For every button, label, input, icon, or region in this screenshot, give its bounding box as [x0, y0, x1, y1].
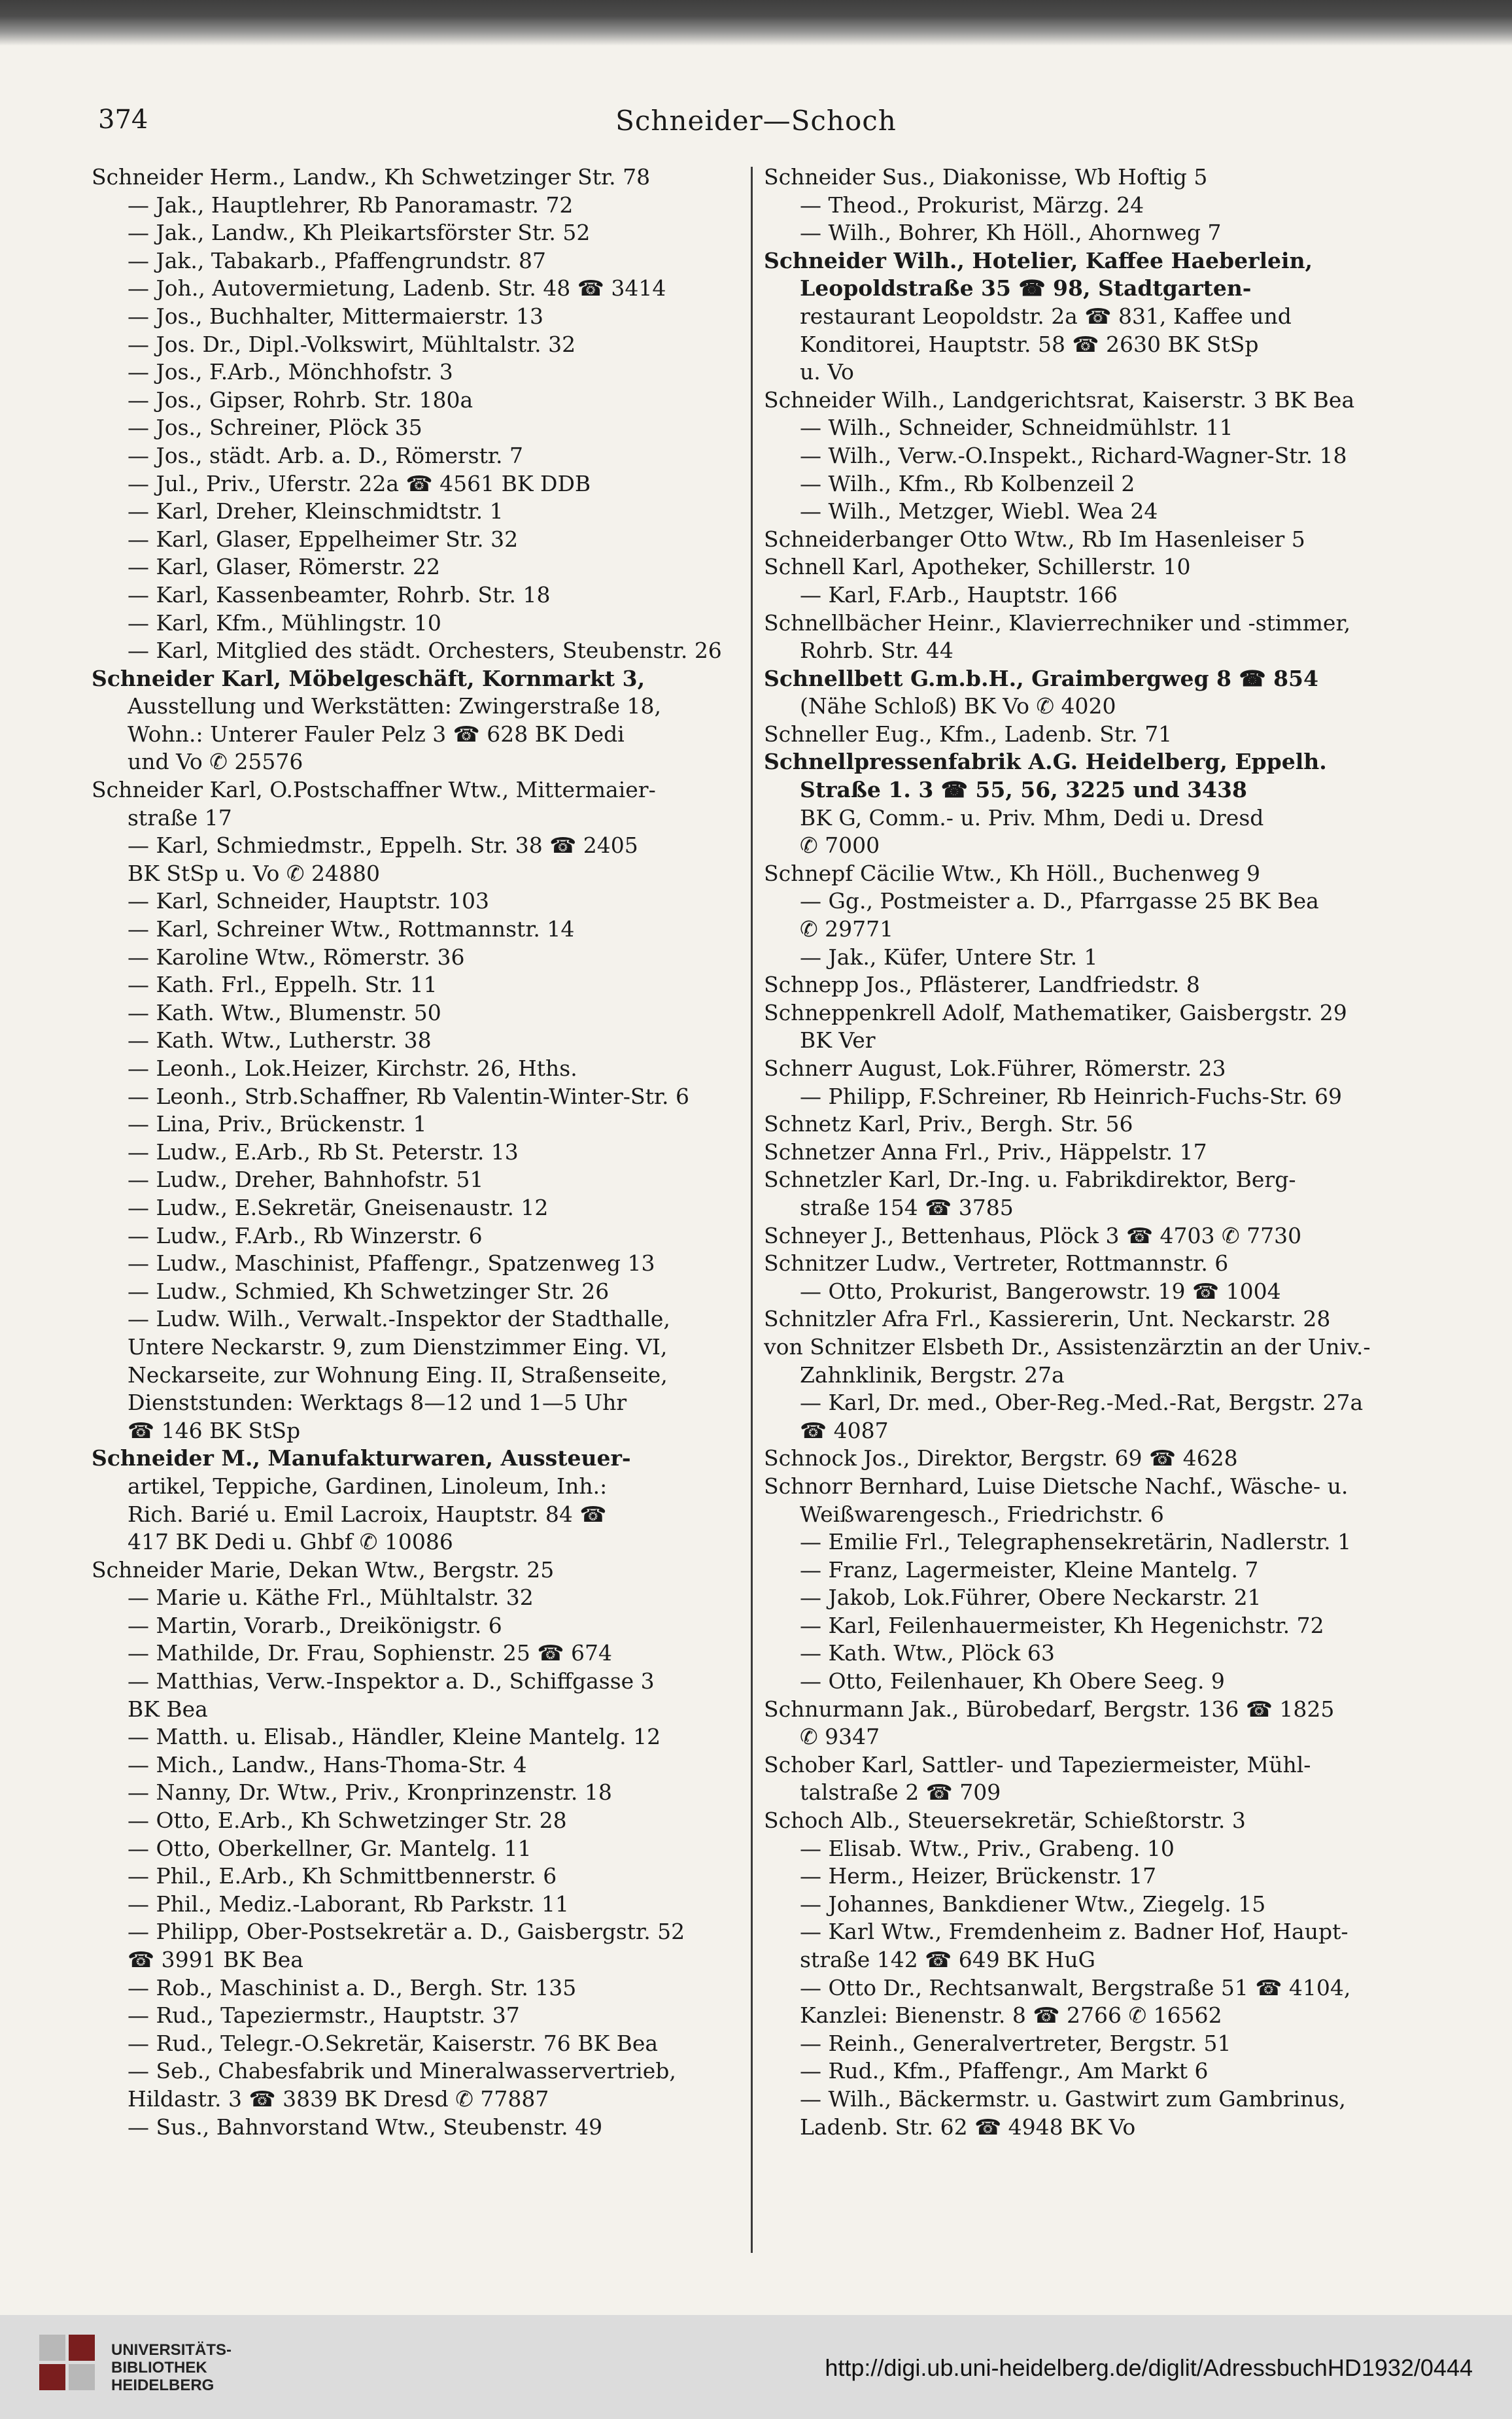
directory-entry: — Phil., E.Arb., Kh Schmittbennerstr. 6	[128, 1863, 557, 1889]
directory-entry: — Jak., Tabakarb., Pfaffengrundstr. 87	[128, 247, 546, 273]
right-column	[764, 163, 1418, 2141]
directory-entry: — Karl, Kfm., Mühlingstr. 10	[128, 609, 441, 636]
library-name-line-3: HEIDELBERG	[111, 2376, 215, 2394]
directory-entry: ☎ 3991 BK Bea	[128, 1947, 303, 1972]
directory-entry: ✆ 9347	[800, 1724, 880, 1750]
directory-entry: — Karl, Schmiedmstr., Eppelh. Str. 38 ☎ 2405	[128, 832, 638, 859]
directory-entry: — Karl, Mitglied des städt. Orchesters, Steubenstr. 26	[128, 638, 722, 664]
directory-entry: — Wilh., Bäckermstr. u. Gastwirt zum Gambrinus,	[800, 2085, 1346, 2112]
directory-entry: Straße 1. 3 ☎ 55, 56, 3225 und 3438	[800, 777, 1247, 803]
directory-entry: — Jos. Dr., Dipl.-Volkswirt, Mühltalstr. 32	[128, 331, 576, 357]
directory-entry: — Ludw., E.Sekretär, Gneisenaustr. 12	[128, 1194, 549, 1220]
directory-entry: Wohn.: Unterer Fauler Pelz 3 ☎ 628 BK Dedi	[128, 721, 625, 747]
directory-entry: — Leonh., Strb.Schaffner, Rb Valentin-Winter-Str. 6	[128, 1083, 689, 1109]
directory-entry: — Phil., Mediz.-Laborant, Rb Parkstr. 11	[128, 1891, 570, 1917]
directory-entry: — Sus., Bahnvorstand Wtw., Steubenstr. 49	[128, 2114, 603, 2140]
directory-entry: — Kath. Wtw., Plöck 63	[800, 1640, 1055, 1666]
directory-entry: — Rob., Maschinist a. D., Bergh. Str. 135	[128, 1974, 577, 2000]
directory-entry: — Nanny, Dr. Wtw., Priv., Kronprinzenstr. 18	[128, 1779, 612, 1806]
directory-entry: restaurant Leopoldstr. 2a ☎ 831, Kaffee und	[800, 303, 1292, 329]
directory-entry: — Jos., Schreiner, Plöck 35	[128, 415, 422, 441]
directory-entry: — Kath. Wtw., Lutherstr. 38	[128, 1027, 432, 1054]
directory-entry: Schnepf Cäcilie Wtw., Kh Höll., Buchenweg 9	[764, 860, 1261, 886]
directory-entry: Weißwarengesch., Friedrichstr. 6	[800, 1501, 1164, 1527]
directory-entry: — Jak., Landw., Kh Pleikartsförster Str. 52	[128, 220, 591, 246]
directory-entry: — Jak., Hauptlehrer, Rb Panoramastr. 72	[128, 192, 574, 218]
directory-entry: — Franz, Lagermeister, Kleine Mantelg. 7	[800, 1556, 1259, 1583]
directory-entry: Schnepp Jos., Pflästerer, Landfriedstr. 8	[764, 972, 1200, 998]
directory-entry: BK G, Comm.- u. Priv. Mhm, Dedi u. Dresd	[800, 804, 1264, 831]
directory-entry: — Ludw., Schmied, Kh Schwetzinger Str. 26	[128, 1278, 610, 1304]
directory-entry: Untere Neckarstr. 9, zum Dienstzimmer Eing. VI,	[128, 1333, 668, 1360]
directory-entry: — Emilie Frl., Telegraphensekretärin, Nadlerstr. 1	[800, 1529, 1352, 1555]
directory-entry: — Elisab. Wtw., Priv., Grabeng. 10	[800, 1835, 1175, 1861]
directory-entry: Schnitzler Afra Frl., Kassiererin, Unt. Neckarstr. 28	[764, 1306, 1331, 1332]
directory-entry: Schoch Alb., Steuersekretär, Schießtorstr. 3	[764, 1808, 1246, 1834]
directory-entry: Schnorr Bernhard, Luise Dietsche Nachf., Wäsche- u.	[764, 1473, 1349, 1499]
directory-entry: — Matth. u. Elisab., Händler, Kleine Mantelg. 12	[128, 1724, 661, 1750]
directory-entry: ✆ 29771	[800, 916, 894, 942]
page-top-edge	[0, 0, 1512, 46]
directory-entry: Leopoldstraße 35 ☎ 98, Stadtgarten-	[800, 275, 1252, 301]
directory-entry: Hildastr. 3 ☎ 3839 BK Dresd ✆ 77887	[128, 2085, 549, 2112]
directory-entry: Schneider Wilh., Hotelier, Kaffee Haeberlein,	[764, 247, 1313, 273]
directory-entry: — Otto, E.Arb., Kh Schwetzinger Str. 28	[128, 1808, 567, 1834]
directory-entry: Schnerr August, Lok.Führer, Römerstr. 23	[764, 1055, 1226, 1081]
directory-entry: — Jos., Buchhalter, Mittermaierstr. 13	[128, 303, 543, 329]
directory-entry: — Kath. Wtw., Blumenstr. 50	[128, 999, 441, 1025]
directory-entry: — Karl, F.Arb., Hauptstr. 166	[800, 581, 1118, 608]
directory-entry: — Ludw., E.Arb., Rb St. Peterstr. 13	[128, 1139, 519, 1165]
directory-entry: — Jak., Küfer, Untere Str. 1	[800, 944, 1098, 970]
directory-entry: und Vo ✆ 25576	[128, 749, 303, 775]
directory-entry: von Schnitzer Elsbeth Dr., Assistenzärztin an der Univ.-	[764, 1333, 1371, 1360]
directory-entry: — Wilh., Schneider, Schneidmühlstr. 11	[800, 415, 1233, 441]
directory-entry: — Theod., Prokurist, Märzg. 24	[800, 192, 1144, 218]
directory-entry: Schneider Wilh., Landgerichtsrat, Kaiserstr. 3 BK Bea	[764, 386, 1355, 413]
directory-entry: Dienststunden: Werktags 8—12 und 1—5 Uhr	[128, 1390, 627, 1416]
directory-entry: Schnellbett G.m.b.H., Graimbergweg 8 ☎ 854	[764, 665, 1318, 691]
directory-entry: — Karl, Dr. med., Ober-Reg.-Med.-Rat, Bergstr. 27a	[800, 1390, 1364, 1416]
page-number: 374	[98, 105, 148, 135]
directory-entry: Schnetzer Anna Frl., Priv., Häppelstr. 17	[764, 1139, 1207, 1165]
directory-entry: talstraße 2 ☎ 709	[800, 1779, 1001, 1806]
directory-entry: Schneyer J., Bettenhaus, Plöck 3 ☎ 4703 ✆ 7730	[764, 1222, 1302, 1248]
directory-entry: — Otto Dr., Rechtsanwalt, Bergstraße 51 ☎ 4104,	[800, 1974, 1351, 2000]
directory-entry: Schneider Herm., Landw., Kh Schwetzinger Str. 78	[92, 164, 651, 190]
directory-entry: Schnurmann Jak., Bürobedarf, Bergstr. 136 ☎ 1825	[764, 1696, 1335, 1722]
directory-entry: Schnellbächer Heinr., Klavierrechniker und -stimmer,	[764, 609, 1351, 636]
directory-entry: — Wilh., Verw.-O.Inspekt., Richard-Wagner-Str. 18	[800, 442, 1347, 468]
directory-entry: — Herm., Heizer, Brückenstr. 17	[800, 1863, 1157, 1889]
directory-entry: — Rud., Kfm., Pfaffengr., Am Markt 6	[800, 2058, 1209, 2084]
directory-entry: Ausstellung und Werkstätten: Zwingerstraße 18,	[128, 693, 662, 719]
library-name	[111, 2341, 232, 2394]
directory-entry: Schneider Karl, O.Postschaffner Wtw., Mittermaier-	[92, 777, 656, 803]
directory-entry: Schneider Karl, Möbelgeschäft, Kornmarkt 3,	[92, 665, 645, 691]
directory-entry: — Karl, Feilenhauermeister, Kh Hegenichstr. 72	[800, 1612, 1324, 1638]
directory-entry: — Jos., städt. Arb. a. D., Römerstr. 7	[128, 442, 523, 468]
directory-entry: Ladenb. Str. 62 ☎ 4948 BK Vo	[800, 2114, 1136, 2140]
directory-entry: — Jos., F.Arb., Mönchhofstr. 3	[128, 359, 453, 385]
directory-entry: Schneiderbanger Otto Wtw., Rb Im Hasenleiser 5	[764, 526, 1305, 552]
directory-entry: Rich. Barié u. Emil Lacroix, Hauptstr. 84 ☎	[128, 1501, 607, 1527]
directory-entry: — Karl, Glaser, Römerstr. 22	[128, 554, 440, 580]
directory-entry: ☎ 146 BK StSp	[128, 1417, 301, 1443]
directory-entry: — Ludw., F.Arb., Rb Winzerstr. 6	[128, 1222, 483, 1248]
directory-entry: Schneider Sus., Diakonisse, Wb Hoftig 5	[764, 164, 1208, 190]
directory-entry: — Leonh., Lok.Heizer, Kirchstr. 26, Hths.	[128, 1055, 577, 1081]
directory-entry: — Karl, Glaser, Eppelheimer Str. 32	[128, 526, 519, 552]
directory-entry: — Karl, Kassenbeamter, Rohrb. Str. 18	[128, 581, 551, 608]
running-head: Schneider—Schoch	[615, 105, 897, 137]
footer-bar	[0, 2315, 1512, 2419]
directory-entry: — Karoline Wtw., Römerstr. 36	[128, 944, 465, 970]
directory-entry: Schneider M., Manufakturwaren, Aussteuer-	[92, 1445, 631, 1471]
library-name-line-1: UNIVERSITÄTS-	[111, 2341, 232, 2359]
directory-entry: BK StSp u. Vo ✆ 24880	[128, 860, 380, 886]
directory-entry: Schnetz Karl, Priv., Bergh. Str. 56	[764, 1111, 1133, 1137]
directory-entry: — Wilh., Kfm., Rb Kolbenzeil 2	[800, 470, 1135, 496]
directory-entry: 417 BK Dedi u. Ghbf ✆ 10086	[128, 1529, 453, 1555]
directory-entry: Schnitzer Ludw., Vertreter, Rottmannstr. 6	[764, 1250, 1229, 1277]
library-name-line-2: BIBLIOTHEK	[111, 2359, 207, 2376]
directory-entry: — Martin, Vorarb., Dreikönigstr. 6	[128, 1612, 502, 1638]
directory-entry: — Jos., Gipser, Rohrb. Str. 180a	[128, 386, 473, 413]
directory-entry: BK Ver	[800, 1027, 876, 1054]
directory-entry: — Otto, Prokurist, Bangerowstr. 19 ☎ 1004	[800, 1278, 1281, 1304]
directory-entry: Rohrb. Str. 44	[800, 638, 954, 664]
directory-entry: straße 17	[128, 804, 232, 831]
directory-entry: — Joh., Autovermietung, Ladenb. Str. 48 ☎ 3414	[128, 275, 666, 301]
directory-entry: — Philipp, F.Schreiner, Rb Heinrich-Fuchs-Str. 69	[800, 1083, 1342, 1109]
directory-entry: artikel, Teppiche, Gardinen, Linoleum, Inh.:	[128, 1473, 608, 1499]
directory-entry: — Matthias, Verw.-Inspektor a. D., Schiffgasse 3	[128, 1668, 655, 1694]
directory-entry: — Karl Wtw., Fremdenheim z. Badner Hof, Haupt-	[800, 1919, 1349, 1945]
directory-entry: — Wilh., Bohrer, Kh Höll., Ahornweg 7	[800, 220, 1222, 246]
directory-entry: — Rud., Tapeziermstr., Hauptstr. 37	[128, 2002, 520, 2029]
directory-entry: Schneppenkrell Adolf, Mathematiker, Gaisbergstr. 29	[764, 999, 1347, 1025]
directory-entry: ☎ 4087	[800, 1417, 889, 1443]
source-url[interactable]: http://digi.ub.uni-heidelberg.de/diglit/AdressbuchHD1932/0444	[825, 2354, 1473, 2381]
directory-entry: Schnellpressenfabrik A.G. Heidelberg, Eppelh.	[764, 749, 1327, 775]
directory-entry: — Marie u. Käthe Frl., Mühltalstr. 32	[128, 1585, 534, 1611]
directory-entry: Schneller Eug., Kfm., Ladenb. Str. 71	[764, 721, 1173, 747]
directory-entry: — Ludw. Wilh., Verwalt.-Inspektor der Stadthalle,	[128, 1306, 670, 1332]
directory-entry: Schnetzler Karl, Dr.-Ing. u. Fabrikdirektor, Berg-	[764, 1167, 1296, 1193]
directory-entry: — Philipp, Ober-Postsekretär a. D., Gaisbergstr. 52	[128, 1919, 685, 1945]
directory-entry: — Johannes, Bankdiener Wtw., Ziegelg. 15	[800, 1891, 1266, 1917]
directory-entry: ✆ 7000	[800, 832, 880, 859]
directory-entry: — Reinh., Generalvertreter, Bergstr. 51	[800, 2030, 1231, 2056]
directory-entry: — Mathilde, Dr. Frau, Sophienstr. 25 ☎ 674	[128, 1640, 612, 1666]
directory-entry: Kanzlei: Bienenstr. 8 ☎ 2766 ✆ 16562	[800, 2002, 1222, 2029]
directory-entry: straße 142 ☎ 649 BK HuG	[800, 1947, 1096, 1972]
directory-entry: — Lina, Priv., Brückenstr. 1	[128, 1111, 427, 1137]
directory-entry: — Karl, Schreiner Wtw., Rottmannstr. 14	[128, 916, 575, 942]
directory-entry: Schnell Karl, Apotheker, Schillerstr. 10	[764, 554, 1191, 580]
directory-entry: — Wilh., Metzger, Wiebl. Wea 24	[800, 498, 1158, 524]
column-divider	[751, 167, 753, 2253]
directory-entry: — Kath. Frl., Eppelh. Str. 11	[128, 972, 438, 998]
directory-entry: Konditorei, Hauptstr. 58 ☎ 2630 BK StSp	[800, 331, 1259, 357]
directory-entry: — Otto, Feilenhauer, Kh Obere Seeg. 9	[800, 1668, 1225, 1694]
directory-entry: Zahnklinik, Bergstr. 27a	[800, 1362, 1065, 1388]
directory-entry: — Jul., Priv., Uferstr. 22a ☎ 4561 BK DDB	[128, 470, 591, 496]
directory-entry: BK Bea	[128, 1696, 208, 1722]
directory-entry: Schober Karl, Sattler- und Tapeziermeister, Mühl-	[764, 1751, 1311, 1777]
directory-entry: — Rud., Telegr.-O.Sekretär, Kaiserstr. 76 BK Bea	[128, 2030, 659, 2056]
directory-entry: — Gg., Postmeister a. D., Pfarrgasse 25 BK Bea	[800, 888, 1319, 914]
directory-entry: — Otto, Oberkellner, Gr. Mantelg. 11	[128, 1835, 532, 1861]
directory-entry: u. Vo	[800, 359, 854, 385]
library-logo-icon	[39, 2335, 98, 2400]
directory-entry: — Mich., Landw., Hans-Thoma-Str. 4	[128, 1751, 527, 1777]
directory-entry: Schnock Jos., Direktor, Bergstr. 69 ☎ 4628	[764, 1445, 1238, 1471]
page-header	[98, 105, 1414, 150]
directory-entry: Schneider Marie, Dekan Wtw., Bergstr. 25	[92, 1556, 555, 1583]
directory-entry: — Karl, Dreher, Kleinschmidtstr. 1	[128, 498, 504, 524]
directory-entry: — Jakob, Lok.Führer, Obere Neckarstr. 21	[800, 1585, 1262, 1611]
directory-entry: straße 154 ☎ 3785	[800, 1194, 1014, 1220]
directory-entry: — Ludw., Dreher, Bahnhofstr. 51	[128, 1167, 484, 1193]
directory-entry: — Karl, Schneider, Hauptstr. 103	[128, 888, 489, 914]
directory-entry: Neckarseite, zur Wohnung Eing. II, Straßenseite,	[128, 1362, 668, 1388]
directory-entry: — Ludw., Maschinist, Pfaffengr., Spatzenweg 13	[128, 1250, 655, 1277]
directory-entry: — Seb., Chabesfabrik und Mineralwasservertrieb,	[128, 2058, 676, 2084]
directory-entry: (Nähe Schloß) BK Vo ✆ 4020	[800, 693, 1116, 719]
left-column	[92, 163, 739, 2141]
